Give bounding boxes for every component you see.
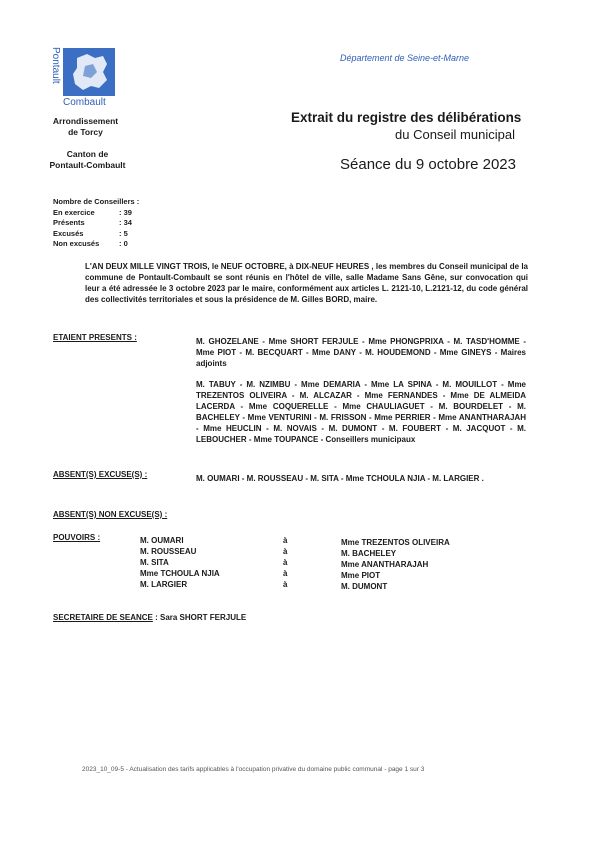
pouvoir-a: à <box>283 580 288 589</box>
stats-label: Excusés <box>53 228 84 238</box>
map-icon <box>63 48 115 96</box>
pouvoirs-label: POUVOIRS : <box>53 533 101 542</box>
logo-vertical-text: Pontault <box>50 47 61 84</box>
secretaire-line <box>53 613 246 622</box>
stats-row <box>53 239 139 250</box>
stats-label: En exercice <box>53 207 95 217</box>
stats-label: Présents <box>53 218 85 227</box>
pouvoir-from: M. OUMARI <box>140 536 184 545</box>
pouvoir-a: à <box>283 547 288 556</box>
excuses-list: M. OUMARI - M. ROUSSEAU - M. SITA - Mme TCHOULA NJIA - M. LARGIER . <box>196 474 484 483</box>
arrondissement-line: de Torcy <box>68 127 103 137</box>
arrondissement <box>48 116 123 138</box>
non-excuses-label: ABSENT(S) NON EXCUSE(S) : <box>53 510 168 519</box>
adjoints-list: M. GHOZELANE - Mme SHORT FERJULE - Mme PHONGPRIXA - M. TASD'HOMME - Mme PIOT - M. BECQUART - Mme DANY - M. HOUDEMOND - Mme GINEYS - Maires adjoints <box>196 337 526 368</box>
pouvoir-from: Mme TCHOULA NJIA <box>140 569 220 578</box>
pouvoir-from: M. SITA <box>140 558 169 567</box>
stats-value: : 39 <box>119 207 132 217</box>
secretaire-label: SECRETAIRE DE SEANCE <box>53 613 153 622</box>
stats-row <box>53 208 139 219</box>
presents-label: ETAIENT PRESENTS : <box>53 333 137 342</box>
stats-value: : 5 <box>119 228 128 238</box>
pouvoir-to: Mme TREZENTOS OLIVEIRA <box>341 538 450 547</box>
stats-row <box>53 229 139 240</box>
secretaire-value: : Sara SHORT FERJULE <box>152 613 247 622</box>
canton-line: Pontault-Combault <box>49 160 126 170</box>
conseillers-stats <box>53 197 139 250</box>
intro-paragraph <box>53 261 528 305</box>
pouvoir-a: à <box>283 569 288 578</box>
arrondissement-line: Arrondissement <box>52 116 119 126</box>
stats-row <box>53 218 139 229</box>
excuses-label: ABSENT(S) EXCUSE(S) : <box>53 470 148 479</box>
pouvoir-to: M. BACHELEY <box>341 549 397 558</box>
pouvoir-from: M. ROUSSEAU <box>140 547 197 556</box>
pouvoir-a: à <box>283 558 288 567</box>
pouvoirs-a-column <box>283 535 287 590</box>
canton-line: Canton de <box>66 149 109 159</box>
stats-value: : 0 <box>119 239 128 248</box>
stats-heading: Nombre de Conseillers : <box>53 197 140 206</box>
pouvoir-from: M. LARGIER <box>140 580 188 589</box>
page-footer: 2023_10_09-5 - Actualisation des tarifs applicables à l'occupation privative du domaine public communal - page 1 sur 3 <box>82 766 425 773</box>
pouvoir-a: à <box>283 536 288 545</box>
logo-horizontal-text: Combault <box>63 97 106 108</box>
document-title: Extrait du registre des délibérations <box>291 110 522 125</box>
conseillers-list: M. TABUY - M. NZIMBU - Mme DEMARIA - Mme LA SPINA - M. MOUILLOT - Mme TREZENTOS OLIVEIRA - M. ALCAZAR - Mme FERNANDES - Mme DE ALMEIDA LACERDA - Mme COQUERELLE - Mme CHAULIAGUET - M. BOURDELET - M. BACHELEY - Mme VENTURINI - M. FRISSON - Mme PERRIER - Mme ANANTHARAJAH - Mme HEUCLIN - M. NOVAIS - M. DUMONT - M. FOUBERT - M. JACQUOT - M. LEBOUCHER - Mme TOUPANCE - Conseillers municipaux <box>196 380 526 444</box>
pouvoirs-from-column <box>140 535 220 590</box>
pouvoir-to: Mme ANANTHARAJAH <box>341 560 429 569</box>
stats-value: : 34 <box>119 218 132 227</box>
city-logo <box>63 48 115 96</box>
pouvoir-to: M. DUMONT <box>341 582 388 591</box>
departement: Département de Seine-et-Marne <box>340 53 470 63</box>
seance-date: Séance du 9 octobre 2023 <box>340 156 516 173</box>
stats-label: Non excusés <box>53 239 100 248</box>
document-subtitle: du Conseil municipal <box>395 127 515 142</box>
pouvoir-to: Mme PIOT <box>341 571 381 580</box>
canton <box>40 149 135 171</box>
intro-text: L'AN DEUX MILLE VINGT TROIS, le NEUF OCTOBRE, à DIX-NEUF HEURES , les membres du Conseil municipal de la commune de Pontault-Combault se sont réunis en l'hôtel de ville, salle Madame Sans Gêne, sur convocation qui leur a été adressée le 3 octobre 2023 par le maire, conformément aux articles L. 2121-10, L.2121-12, du code général des collectivités territoriales et sous la présidence de M. Gilles BORD, maire. <box>85 262 528 304</box>
pouvoirs-to-column <box>341 537 450 592</box>
